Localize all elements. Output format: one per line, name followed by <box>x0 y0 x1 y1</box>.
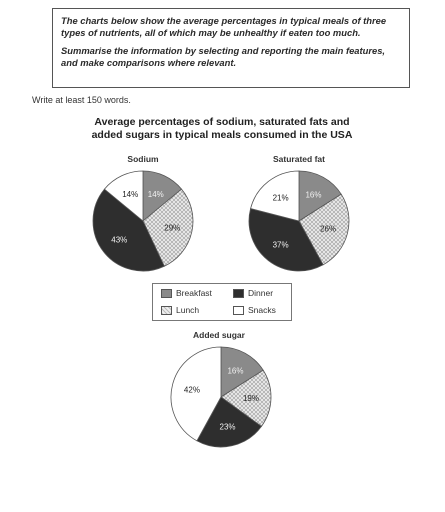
added-sugar-chart-label: Added sugar <box>193 330 245 340</box>
task-prompt-text: The charts below show the average percentages in typical meals of three types of nutrients, all of which may be unhealthy if eaten too much. <box>61 15 387 38</box>
chart-legend <box>152 283 292 321</box>
legend-label-snacks: Snacks <box>248 305 276 315</box>
added-sugar-slice-label-breakfast: 16% <box>227 366 244 376</box>
sodium-slice-label-dinner: 43% <box>111 235 128 245</box>
dinner-swatch <box>233 289 244 298</box>
added-sugar-pie-chart <box>166 342 276 452</box>
saturated-fat-slice-label-breakfast: 16% <box>305 190 322 200</box>
added-sugar-slice-label-snacks: 42% <box>183 385 200 395</box>
chart-title <box>52 116 392 142</box>
sodium-pie-chart <box>88 166 198 276</box>
legend-item-breakfast <box>161 288 212 298</box>
legend-label-breakfast: Breakfast <box>176 288 212 298</box>
legend-item-lunch <box>161 305 199 315</box>
sodium-slice-label-lunch: 29% <box>164 223 181 233</box>
saturated-fat-pie-chart <box>244 166 354 276</box>
sodium-slice-label-snacks: 14% <box>122 189 139 199</box>
lunch-swatch <box>161 306 172 315</box>
added-sugar-slice-label-dinner: 23% <box>219 422 236 432</box>
word-count-instruction: Write at least 150 words. <box>32 95 131 105</box>
chart-title-line-1: Average percentages of sodium, saturated fats and <box>94 116 350 128</box>
legend-label-dinner: Dinner <box>248 288 274 298</box>
legend-label-lunch: Lunch <box>176 305 200 315</box>
task-instruction-text: Summarise the information by selecting and reporting the main features, and make comparisons where relevant. <box>61 45 386 68</box>
saturated-fat-slice-label-lunch: 26% <box>320 224 337 234</box>
saturated-fat-slice-label-snacks: 21% <box>272 193 289 203</box>
chart-title-line-2: added sugars in typical meals consumed in the USA <box>91 129 353 141</box>
saturated-fat-slice-label-dinner: 37% <box>272 240 289 250</box>
sodium-chart-label: Sodium <box>127 154 159 164</box>
breakfast-swatch <box>161 289 172 298</box>
saturated-fat-chart-label: Saturated fat <box>273 154 325 164</box>
added-sugar-slice-label-lunch: 19% <box>242 393 259 403</box>
legend-item-snacks <box>233 305 276 315</box>
legend-item-dinner <box>233 288 273 298</box>
task-prompt-box <box>52 8 410 88</box>
snacks-swatch <box>233 306 244 315</box>
sodium-slice-label-breakfast: 14% <box>147 189 164 199</box>
